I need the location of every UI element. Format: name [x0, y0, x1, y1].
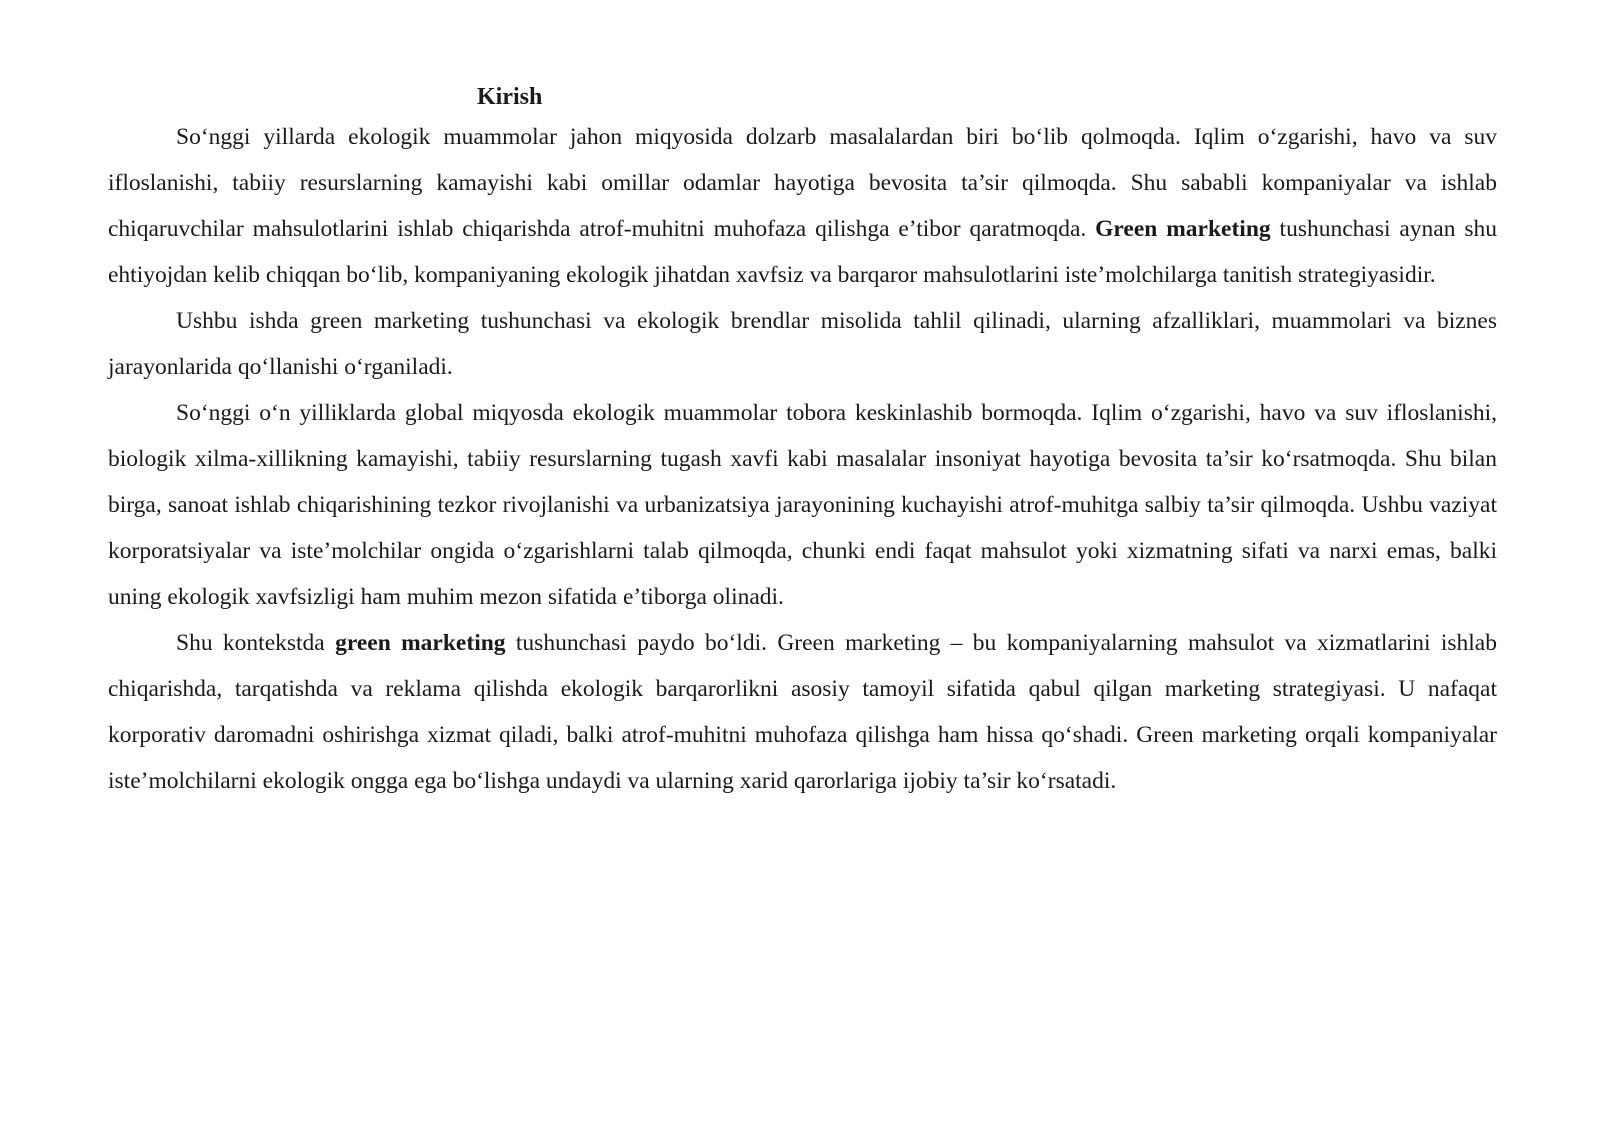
paragraph-3: [108, 390, 1497, 620]
paragraph-1: [108, 114, 1497, 298]
paragraph-1-bold-term: Green marketing: [1095, 216, 1271, 242]
paragraph-1-text-b: tushunchasi aynan shu ehtiyojdan kelib chiqqan bo‘lib, kompaniyaning ekologik jihatdan xavfsiz va barqaror mahsulotlarini iste’molchilarga tanitish strategiyasidir.: [108, 216, 1497, 288]
paragraph-3-text: So‘nggi o‘n yilliklarda global miqyosda ekologik muammolar tobora keskinlashib bormoqda. Iqlim o‘zgarishi, havo va suv ifloslanishi, biologik xilma-xillikning kamayishi, tabiiy resurslarning tugash xavfi kabi masalalar insoniyat hayotiga bevosita ta’sir ko‘rsatmoqda. Shu bilan birga, sanoat ishlab chiqarishining tezkor rivojlanishi va urbanizatsiya jarayonining kuchayishi atrof-muhitga salbiy ta’sir qilmoqda. Ushbu vaziyat korporatsiyalar va iste’molchilar ongida o‘zgarishlarni talab qilmoqda, chunki endi faqat mahsulot yoki xizmatning sifati va narxi emas, balki uning ekologik xavfsizligi ham muhim mezon sifatida e’tiborga olinadi.: [108, 400, 1497, 610]
document-page: [108, 74, 1497, 804]
document-title: Kirish: [477, 84, 543, 110]
paragraph-2-text: Ushbu ishda green marketing tushunchasi va ekologik brendlar misolida tahlil qilinadi, ularning afzalliklari, muammolari va biznes jarayonlarida qo‘llanishi o‘rganiladi.: [108, 308, 1497, 380]
paragraph-4: [108, 620, 1497, 804]
paragraph-4-text-a: Shu kontekstda: [176, 630, 336, 656]
paragraph-2: [108, 298, 1497, 390]
paragraph-1-text-a: So‘nggi yillarda ekologik muammolar jahon miqyosida dolzarb masalalardan biri bo‘lib qolmoqda. Iqlim o‘zgarishi, havo va suv ifloslanishi, tabiiy resurslarning kamayishi kabi omillar odamlar hayotiga bevosita ta’sir qilmoqda. Shu sababli kompaniyalar va ishlab chiqaruvchilar mahsulotlarini ishlab chiqarishda atrof-muhitni muhofaza qilishga e’tibor qaratmoqda.: [108, 124, 1497, 242]
paragraph-4-bold-term: green marketing: [335, 630, 506, 656]
paragraph-4-text-b: tushunchasi paydo bo‘ldi. Green marketing – bu kompaniyalarning mahsulot va xizmatlarini ishlab chiqarishda, tarqatishda va reklama qilishda ekologik barqarorlikni asosiy tamoyil sifatida qabul qilgan marketing strategiyasi. U nafaqat korporativ daromadni oshirishga xizmat qiladi, balki atrof-muhitni muhofaza qilishga ham hissa qo‘shadi. Green marketing orqali kompaniyalar iste’molchilarni ekologik ongga ega bo‘lishga undaydi va ularning xarid qarorlariga ijobiy ta’sir ko‘rsatadi.: [108, 630, 1497, 794]
